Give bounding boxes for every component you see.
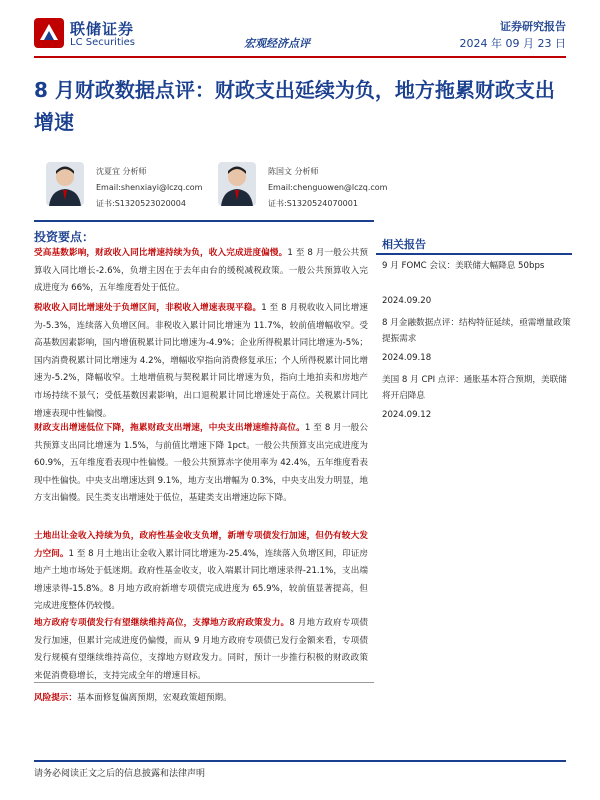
related-report-link[interactable]: 美国 8 月 CPI 点评：通胀基本符合预期，美联储将开启降息: [382, 375, 567, 401]
paragraph-text: 1 至 8 月一般公共预算收入同比增长-2.6%，负增主因在于去年由台的缓税减税政策。一般公共预算收入完成进度为 66%，五年维度看处于低位。: [34, 248, 368, 294]
summary-paragraph: [34, 300, 368, 423]
risk-note: [34, 690, 368, 706]
paragraph-text: 1 至 8 月土地出让金收入累计同比增速为-25.4%，连续落入负增区间，印证房地产土地市场处于低迷期。政府性基金收支，收入端累计同比增速录得-21.1%，支出端增速录得-15.8%。8 月地方政府新增专项债完成进度为 65.9%，较前值显著提高，但完成进度整体仍较慢。: [34, 548, 368, 612]
avatar: [218, 162, 256, 206]
paragraph-highlight: 地方政府专项债发行有望继续维持高位，支撑地方政府政策发力。: [34, 618, 290, 628]
report-type: 证券研究报告: [500, 20, 566, 33]
report-category: 宏观经济点评: [244, 37, 310, 50]
summary-heading: 投资要点：: [34, 230, 95, 244]
analyst-email[interactable]: Email:chenguowen@lczq.com: [268, 183, 388, 192]
paragraph-text: 8 月地方政府专项债发行加速，但累计完成进度仍偏慢，而从 9 月地方政府专项债已发行金额来看，专项债发行规模有望继续维持高位，支撑地方财政发力。同时，预计一步推行积极的财政政策来促消费稳增长，支持完成全年的增速目标。: [34, 618, 368, 681]
analyst-email[interactable]: Email:shenxiayi@lczq.com: [96, 183, 203, 192]
logo-text-cn: 联储证券: [70, 20, 135, 38]
related-report-date: 2024.09.20: [382, 296, 432, 306]
analyst-name: 沈夏宜 分析师: [96, 167, 147, 176]
summary-paragraph: [34, 528, 368, 616]
paragraph-text: 1 至 8 月税收收入同比增速为-5.3%，连续落入负增区间。非税收入累计同比增速为 11.7%，较前值增幅收窄。受高基数因素影响，国内增值税累计同比增速为-4.9%；企业所得税累计同比增速为-5%；国内消费税累计同比增速为 4.2%，增幅收窄指向消费修复承压；个人所得税累计同比增速为-5.2%，降幅收窄。土地增值税与契税累计同比增速为负，指向土地拍卖和房地产市场持续不景气；受低基数因素影响，出口退税累计同比增速处于高位。关税累计同比增速表现中性偏慢。: [34, 303, 368, 419]
analyst-cert: 证书:S1320523020004: [96, 199, 186, 208]
related-reports-heading: 相关报告: [382, 238, 426, 251]
related-report-date: 2024.09.12: [382, 410, 432, 420]
report-date: 2024 年 09 月 23 日: [459, 37, 566, 50]
page-title: 8 月财政数据点评：财政支出延续为负，地方拖累财政支出增速: [34, 78, 555, 134]
risk-label: 风险提示：: [34, 693, 77, 703]
logo-text-en: LC Securities: [70, 37, 136, 48]
related-report-link[interactable]: 8 月金融数据点评：结构特征延续，亟需增量政策提振需求: [382, 318, 571, 344]
footer-disclaimer[interactable]: 请务必阅读正文之后的信息披露和法律声明: [34, 769, 206, 779]
risk-divider: [34, 682, 374, 683]
paragraph-highlight: 土地出让金收入持续为负，政府性基金收支负增，新增专项债发行加速，但仍有较大发力空间。: [34, 531, 368, 559]
paragraph-highlight: 税收收入同比增速处于负增区间，非税收入增速表现平稳。: [34, 303, 262, 313]
summary-paragraph: [34, 615, 368, 685]
analyst-name: 陈国文 分析师: [268, 167, 319, 176]
summary-paragraph: [34, 420, 368, 508]
paragraph-highlight: 受高基数影响，财政收入同比增速持续为负，收入完成进度偏慢。: [34, 248, 288, 258]
header-divider: [34, 56, 566, 58]
related-report-link[interactable]: 9 月 FOMC 会议：美联储大幅降息 50bps: [382, 261, 545, 271]
section-divider: [34, 220, 374, 222]
company-logo-icon: [34, 18, 64, 48]
analyst-cert: 证书:S1320524070001: [268, 199, 358, 208]
summary-paragraph: [34, 245, 368, 298]
footer-divider: [34, 760, 566, 762]
risk-text: 基本面修复偏离预期，宏观政策超预期。: [76, 693, 232, 703]
related-divider: [376, 253, 572, 255]
avatar: [46, 162, 84, 206]
paragraph-highlight: 财政支出增速低位下降，拖累财政支出增速，中央支出增速维持高位。: [34, 423, 305, 433]
related-report-date: 2024.09.18: [382, 353, 432, 363]
paragraph-text: 1 至 8 月一般公共预算支出同比增速为 1.5%，与前值比增速下降 1pct。一般公共预算支出完成进度为 60.9%，五年维度看表现中性偏慢。一般公共预算赤字使用率为 42.4%，五年维度看表现中性偏快。中央支出增速达到 9.1%，地方支出增幅为 0.3%，中央支出发力明显，地方支出偏慢。民生类支出增速处于低位，基建类支出增速边际下降。: [34, 423, 368, 504]
